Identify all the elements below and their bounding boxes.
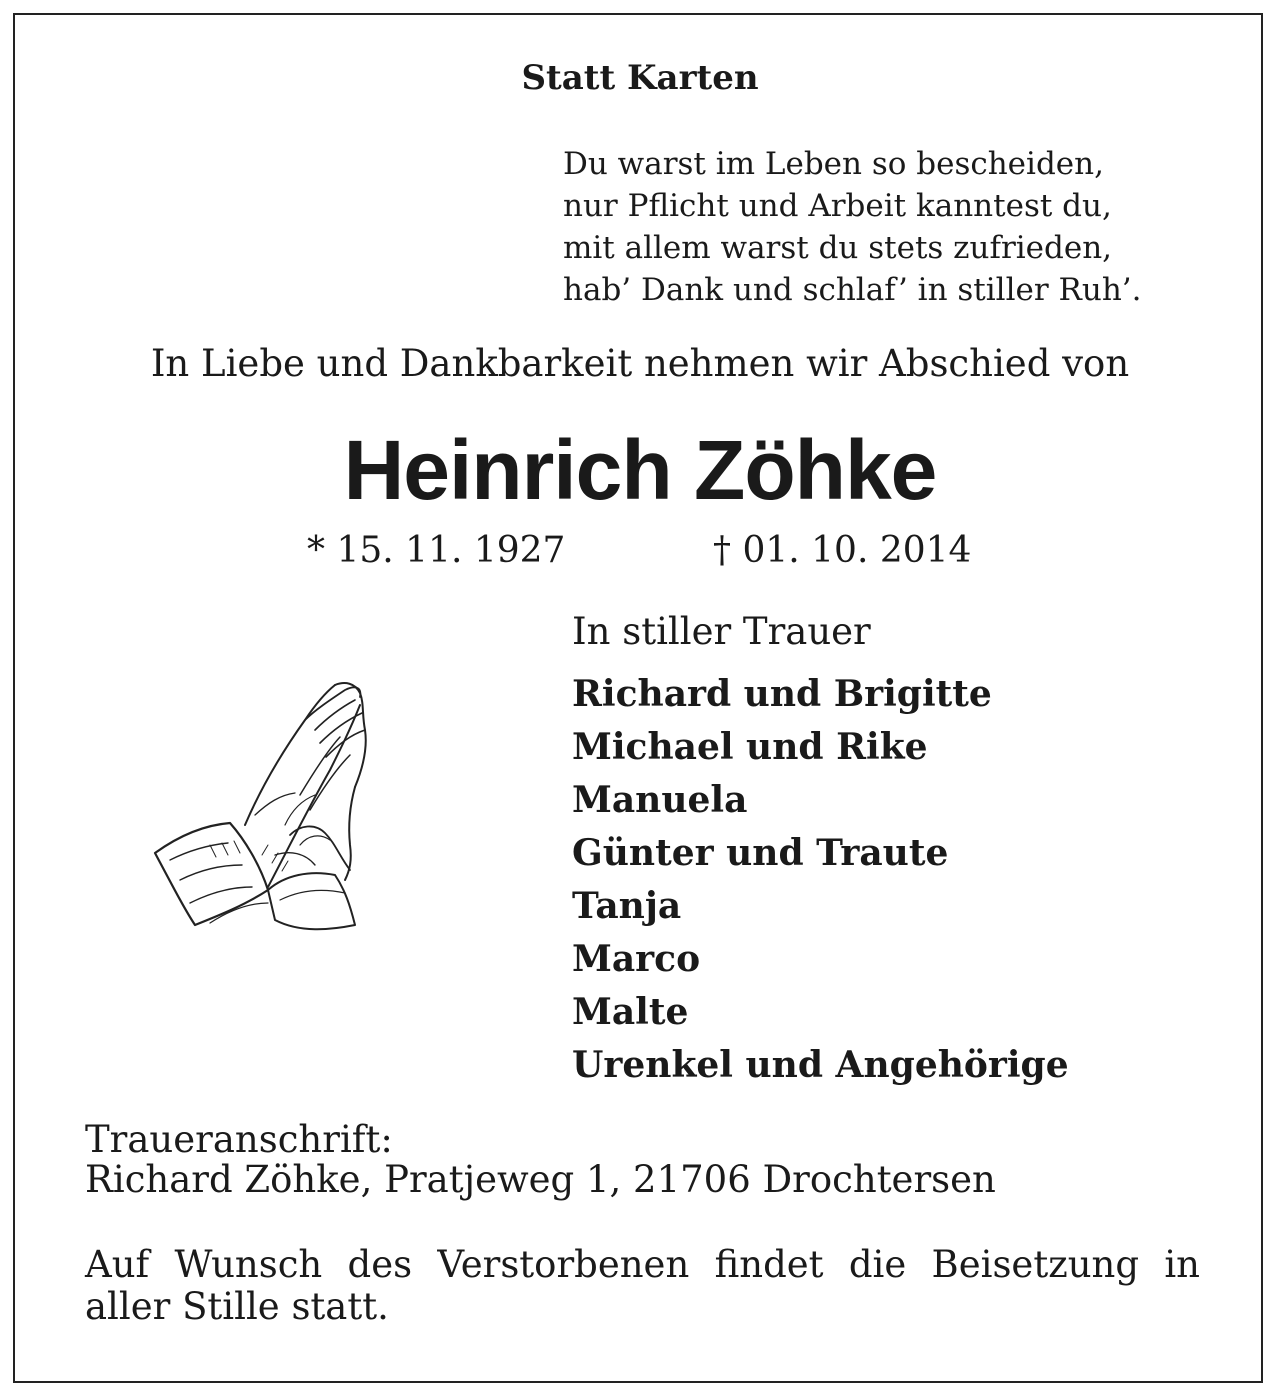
poem-line: mit allem warst du stets zufrieden, xyxy=(563,230,1113,266)
family-member: Günter und Traute xyxy=(572,832,949,874)
family-member: Tanja xyxy=(572,885,682,927)
family-member: Michael und Rike xyxy=(572,726,928,768)
poem-line: nur Pflicht und Arbeit kanntest du, xyxy=(563,188,1112,224)
poem-line: Du warst im Leben so bescheiden, xyxy=(563,146,1104,182)
family-member: Manuela xyxy=(572,779,748,821)
notice-header: Statt Karten xyxy=(521,58,759,98)
poem-line: hab’ Dank und schlaf’ in stiller Ruh’. xyxy=(563,272,1142,308)
family-member: Urenkel und Angehörige xyxy=(572,1044,1069,1086)
family-member: Malte xyxy=(572,991,689,1033)
address-label: Traueranschrift: xyxy=(85,1118,393,1161)
family-member: Marco xyxy=(572,938,701,980)
praying-hands-icon xyxy=(150,675,385,945)
family-list xyxy=(572,668,1069,1092)
death-date: † 01. 10. 2014 xyxy=(713,530,972,571)
deceased-name: Heinrich Zöhke xyxy=(343,423,937,517)
birth-date: * 15. 11. 1927 xyxy=(307,530,566,571)
poem xyxy=(563,143,1142,311)
closing-note: Auf Wunsch des Verstorbenen findet die Beisetzung in aller Stille statt. xyxy=(85,1243,1200,1328)
mourning-address: Richard Zöhke, Pratjeweg 1, 21706 Drochtersen xyxy=(85,1158,996,1201)
family-member: Richard und Brigitte xyxy=(572,673,992,715)
farewell-intro: In Liebe und Dankbarkeit nehmen wir Abschied von xyxy=(150,342,1130,385)
mourning-label: In stiller Trauer xyxy=(572,610,871,653)
